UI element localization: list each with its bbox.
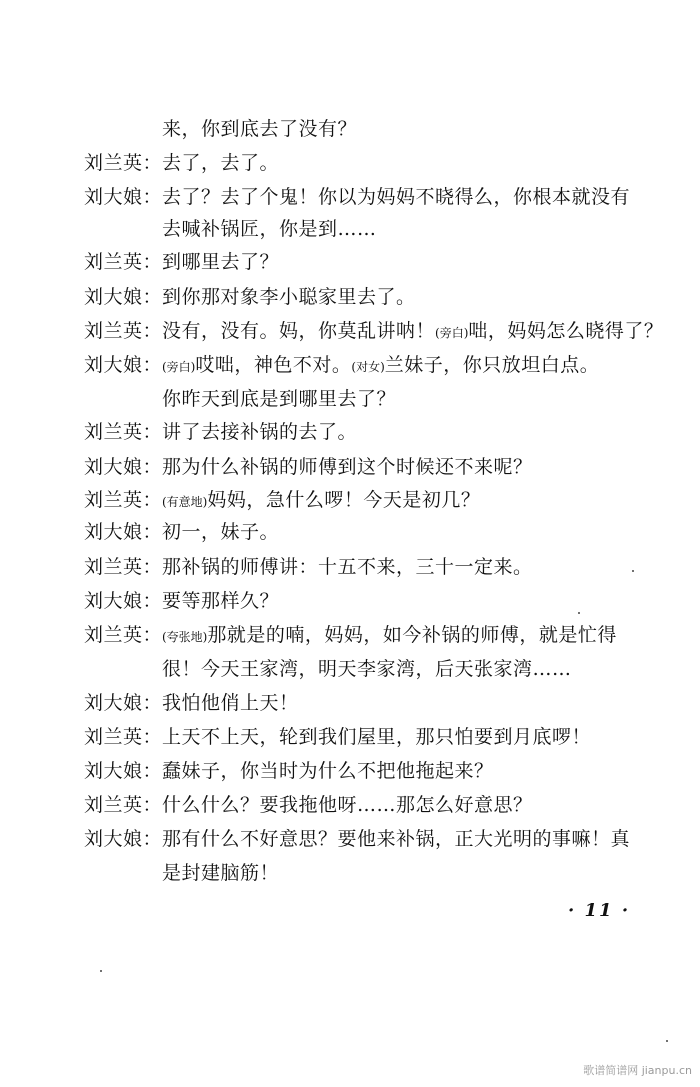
speech-text (162, 186, 630, 208)
speech-fragment: 那补锅的师傅讲：十五不来，三十一定来。 (162, 556, 533, 578)
speech-text (162, 388, 396, 410)
speech-fragment: 去了，去了。 (162, 152, 280, 174)
speaker-name: 刘大娘： (84, 828, 163, 850)
speech-text (162, 218, 377, 240)
speaker-name: 刘大娘： (84, 521, 163, 543)
speech-fragment: 那有什么不好意思？要他来补锅，正大光明的事嘛！真 (162, 828, 631, 850)
speech-fragment: 兰妹子，你只放坦白点。 (384, 354, 600, 376)
stage-direction: (旁白) (435, 326, 469, 340)
speech-fragment: 很！今天王家湾，明天李家湾，后天张家湾…… (162, 658, 572, 680)
speech-text (162, 624, 617, 648)
speaker-name: 刘大娘： (84, 286, 163, 308)
speaker-name: 刘大娘： (84, 760, 163, 782)
speech-fragment: 我怕他俏上天！ (162, 692, 299, 714)
speech-text (162, 489, 480, 513)
speech-text (162, 556, 533, 578)
speech-text (162, 794, 533, 816)
speaker-name: 刘大娘： (84, 692, 163, 714)
speck (632, 570, 634, 572)
speech-fragment: 去了？去了个鬼！你以为妈妈不晓得么，你根本就没有 (162, 186, 631, 208)
speech-fragment: 什么什么？要我拖他呀……那怎么好意思？ (162, 794, 533, 816)
speech-text (162, 286, 416, 308)
speaker-name: 刘兰英： (84, 152, 163, 174)
page-number: · 11 · (568, 900, 631, 921)
speaker-name: 刘兰英： (84, 251, 163, 273)
speech-text (162, 521, 279, 543)
speech-fragment: 那就是的喃，妈妈，如今补锅的师傅，就是忙得 (207, 624, 617, 646)
speech-fragment: 那为什么补锅的师傅到这个时候还不来呢？ (162, 456, 533, 478)
speaker-name: 刘大娘： (84, 354, 163, 376)
stage-direction: (对女) (351, 360, 385, 374)
speaker-name: 刘兰英： (84, 556, 163, 578)
speaker-name: 刘兰英： (84, 726, 163, 748)
speech-fragment: 讲了去接补锅的去了。 (162, 421, 358, 443)
speech-fragment: 没有，没有。妈，你莫乱讲呐！ (162, 320, 436, 342)
speech-fragment: 来，你到底去了没有？ (162, 118, 358, 140)
stage-direction: (有意地) (162, 495, 208, 509)
speech-text (162, 590, 279, 612)
speech-fragment: 蠢妹子，你当时为什么不把他拖起来？ (162, 760, 494, 782)
speech-fragment: 初一，妹子。 (162, 521, 280, 543)
speech-text (162, 421, 357, 443)
speech-fragment: 是封建脑筋！ (162, 862, 280, 884)
speech-fragment: 去喊补锅匠，你是到…… (162, 218, 377, 240)
speech-fragment: 到你那对象李小聪家里去了。 (162, 286, 416, 308)
speech-text (162, 828, 630, 850)
speech-fragment: 哎咄，神色不对。 (195, 354, 352, 376)
speck (578, 612, 580, 614)
speech-text (162, 726, 591, 748)
speck (100, 970, 102, 972)
speech-text (162, 251, 279, 273)
speech-text (162, 354, 599, 378)
speech-fragment: 咄，妈妈怎么晓得了？ (468, 320, 664, 342)
speech-fragment: 上天不上天，轮到我们屋里，那只怕要到月底啰！ (162, 726, 592, 748)
speaker-name: 刘兰英： (84, 794, 163, 816)
speech-text (162, 152, 279, 174)
speck (666, 1040, 668, 1042)
speaker-name: 刘大娘： (84, 456, 163, 478)
stage-direction: (夸张地) (162, 630, 208, 644)
speech-fragment: 你昨天到底是到哪里去了？ (162, 388, 397, 410)
speaker-name: 刘兰英： (84, 421, 163, 443)
speaker-name: 刘兰英： (84, 489, 163, 511)
speaker-name: 刘兰英： (84, 624, 163, 646)
speech-text (162, 862, 279, 884)
speech-text (162, 658, 572, 680)
speech-fragment: 要等那样久？ (162, 590, 280, 612)
watermark: 歌谱简谱网 jianpu.cn (583, 1064, 692, 1077)
speaker-name: 刘大娘： (84, 186, 163, 208)
speaker-name: 刘兰英： (84, 320, 163, 342)
speech-fragment: 到哪里去了？ (162, 251, 280, 273)
speech-text (162, 320, 663, 344)
speech-text (162, 692, 299, 714)
speech-fragment: 妈妈，急什么啰！今天是初几？ (207, 489, 481, 511)
speech-text (162, 118, 357, 140)
speech-text (162, 456, 533, 478)
stage-direction: (旁白) (162, 360, 196, 374)
speech-text (162, 760, 494, 782)
speaker-name: 刘大娘： (84, 590, 163, 612)
